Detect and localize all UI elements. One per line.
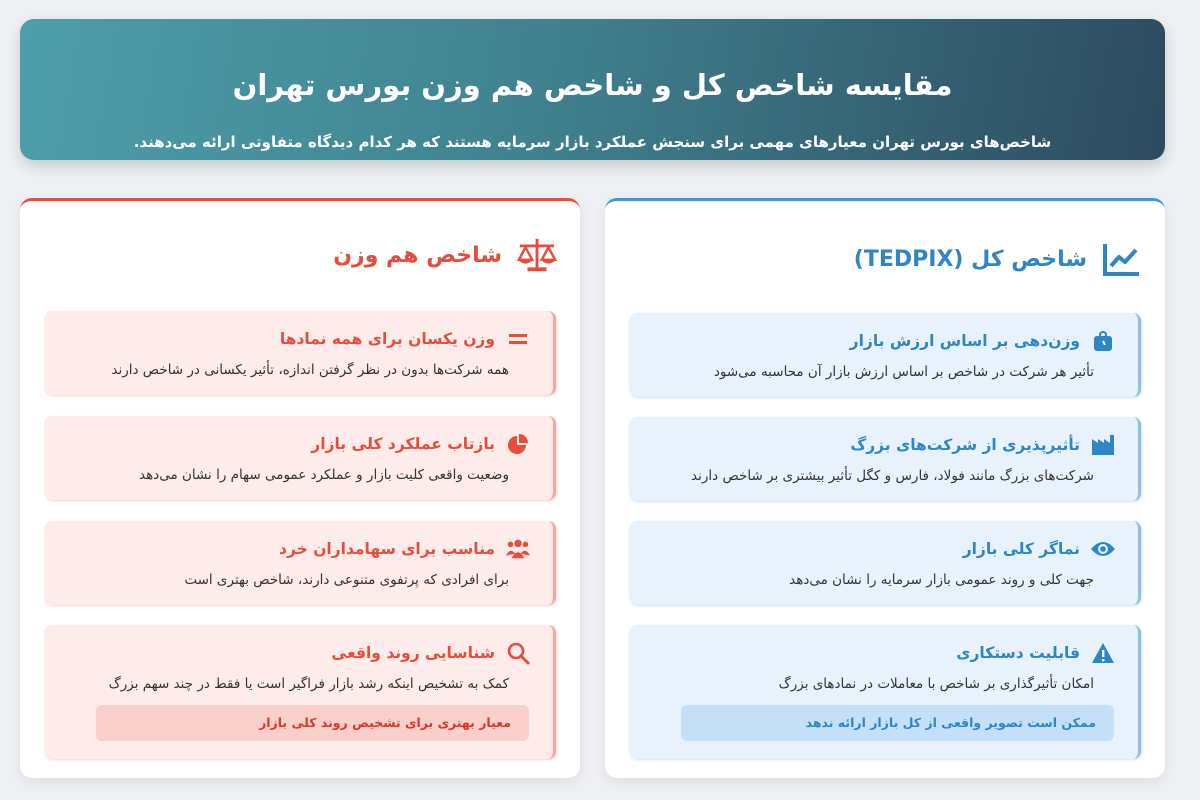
equal-item-title: مناسب برای سهامداران خرد xyxy=(279,540,495,558)
users-icon xyxy=(505,536,531,562)
balance-scale-icon xyxy=(516,235,558,275)
equal-item-same-weight xyxy=(44,311,556,395)
pie-chart-icon xyxy=(505,431,531,457)
equal-card-title xyxy=(333,235,558,275)
weight-icon xyxy=(1090,328,1116,354)
factory-icon xyxy=(1090,432,1116,458)
equals-icon xyxy=(505,326,531,352)
tedpix-card xyxy=(605,198,1165,778)
warning-icon xyxy=(1090,640,1116,666)
tedpix-item-title: تأثیرپذیری از شرکت‌های بزرگ xyxy=(850,436,1080,454)
tedpix-item-desc: تأثیر هر شرکت در شاخص بر اساس ارزش بازار آن محاسبه می‌شود xyxy=(713,364,1094,380)
tedpix-item-large-companies xyxy=(629,417,1141,501)
tedpix-item-market-indicator xyxy=(629,521,1141,605)
equal-item-desc: کمک به تشخیص اینکه رشد بازار فراگیر است یا فقط در چند سهم بزرگ xyxy=(108,676,509,692)
tedpix-note: ممکن است تصویر واقعی از کل بازار ارائه ندهد xyxy=(681,705,1114,741)
equal-note: معیار بهتری برای تشخیص روند کلی بازار xyxy=(96,705,529,741)
tedpix-item-desc: امکان تأثیرگذاری بر شاخص با معاملات در نمادهای بزرگ xyxy=(778,676,1094,692)
page-header xyxy=(20,19,1165,160)
equal-weight-card xyxy=(20,198,580,778)
equal-item-desc: برای افرادی که پرتفوی متنوعی دارند، شاخص بهتری است xyxy=(184,572,509,588)
page-subtitle: شاخص‌های بورس تهران معیارهای مهمی برای سنجش عملکرد بازار سرمایه هستند که هر کدام دیدگاه متفاوتی ارائه می‌دهند. xyxy=(133,133,1052,151)
equal-item-title: شناسایی روند واقعی xyxy=(331,644,495,662)
search-icon xyxy=(505,640,531,666)
page-title: مقایسه شاخص کل و شاخص هم وزن بورس تهران xyxy=(232,68,953,102)
equal-item-retail xyxy=(44,521,556,605)
equal-item-title: وزن یکسان برای همه نمادها xyxy=(279,330,495,348)
tedpix-item-title: نماگر کلی بازار xyxy=(962,540,1080,558)
tedpix-title: شاخص کل (TEDPIX) xyxy=(853,246,1087,272)
tedpix-item-weighting xyxy=(629,313,1141,397)
equal-item-market-performance xyxy=(44,416,556,500)
tedpix-item-title: قابلیت دستکاری xyxy=(956,644,1080,662)
tedpix-item-desc: جهت کلی و روند عمومی بازار سرمایه را نشان می‌دهد xyxy=(789,572,1094,588)
tedpix-card-title xyxy=(854,239,1143,279)
eye-icon xyxy=(1090,536,1116,562)
equal-item-title: بازتاب عملکرد کلی بازار xyxy=(311,435,495,453)
equal-title: شاخص هم وزن xyxy=(333,242,502,268)
equal-item-desc: همه شرکت‌ها بدون در نظر گرفتن اندازه، تأثیر یکسانی در شاخص دارند xyxy=(111,362,509,378)
tedpix-item-title: وزن‌دهی بر اساس ارزش بازار xyxy=(849,332,1080,350)
tedpix-item-desc: شرکت‌های بزرگ مانند فولاد، فارس و کگل تأثیر بیشتری بر شاخص دارند xyxy=(691,468,1094,484)
tedpix-item-manipulation xyxy=(629,625,1141,759)
chart-line-icon xyxy=(1101,239,1143,279)
equal-item-real-trend xyxy=(44,625,556,759)
equal-item-desc: وضعیت واقعی کلیت بازار و عملکرد عمومی سهام را نشان می‌دهد xyxy=(139,467,509,483)
